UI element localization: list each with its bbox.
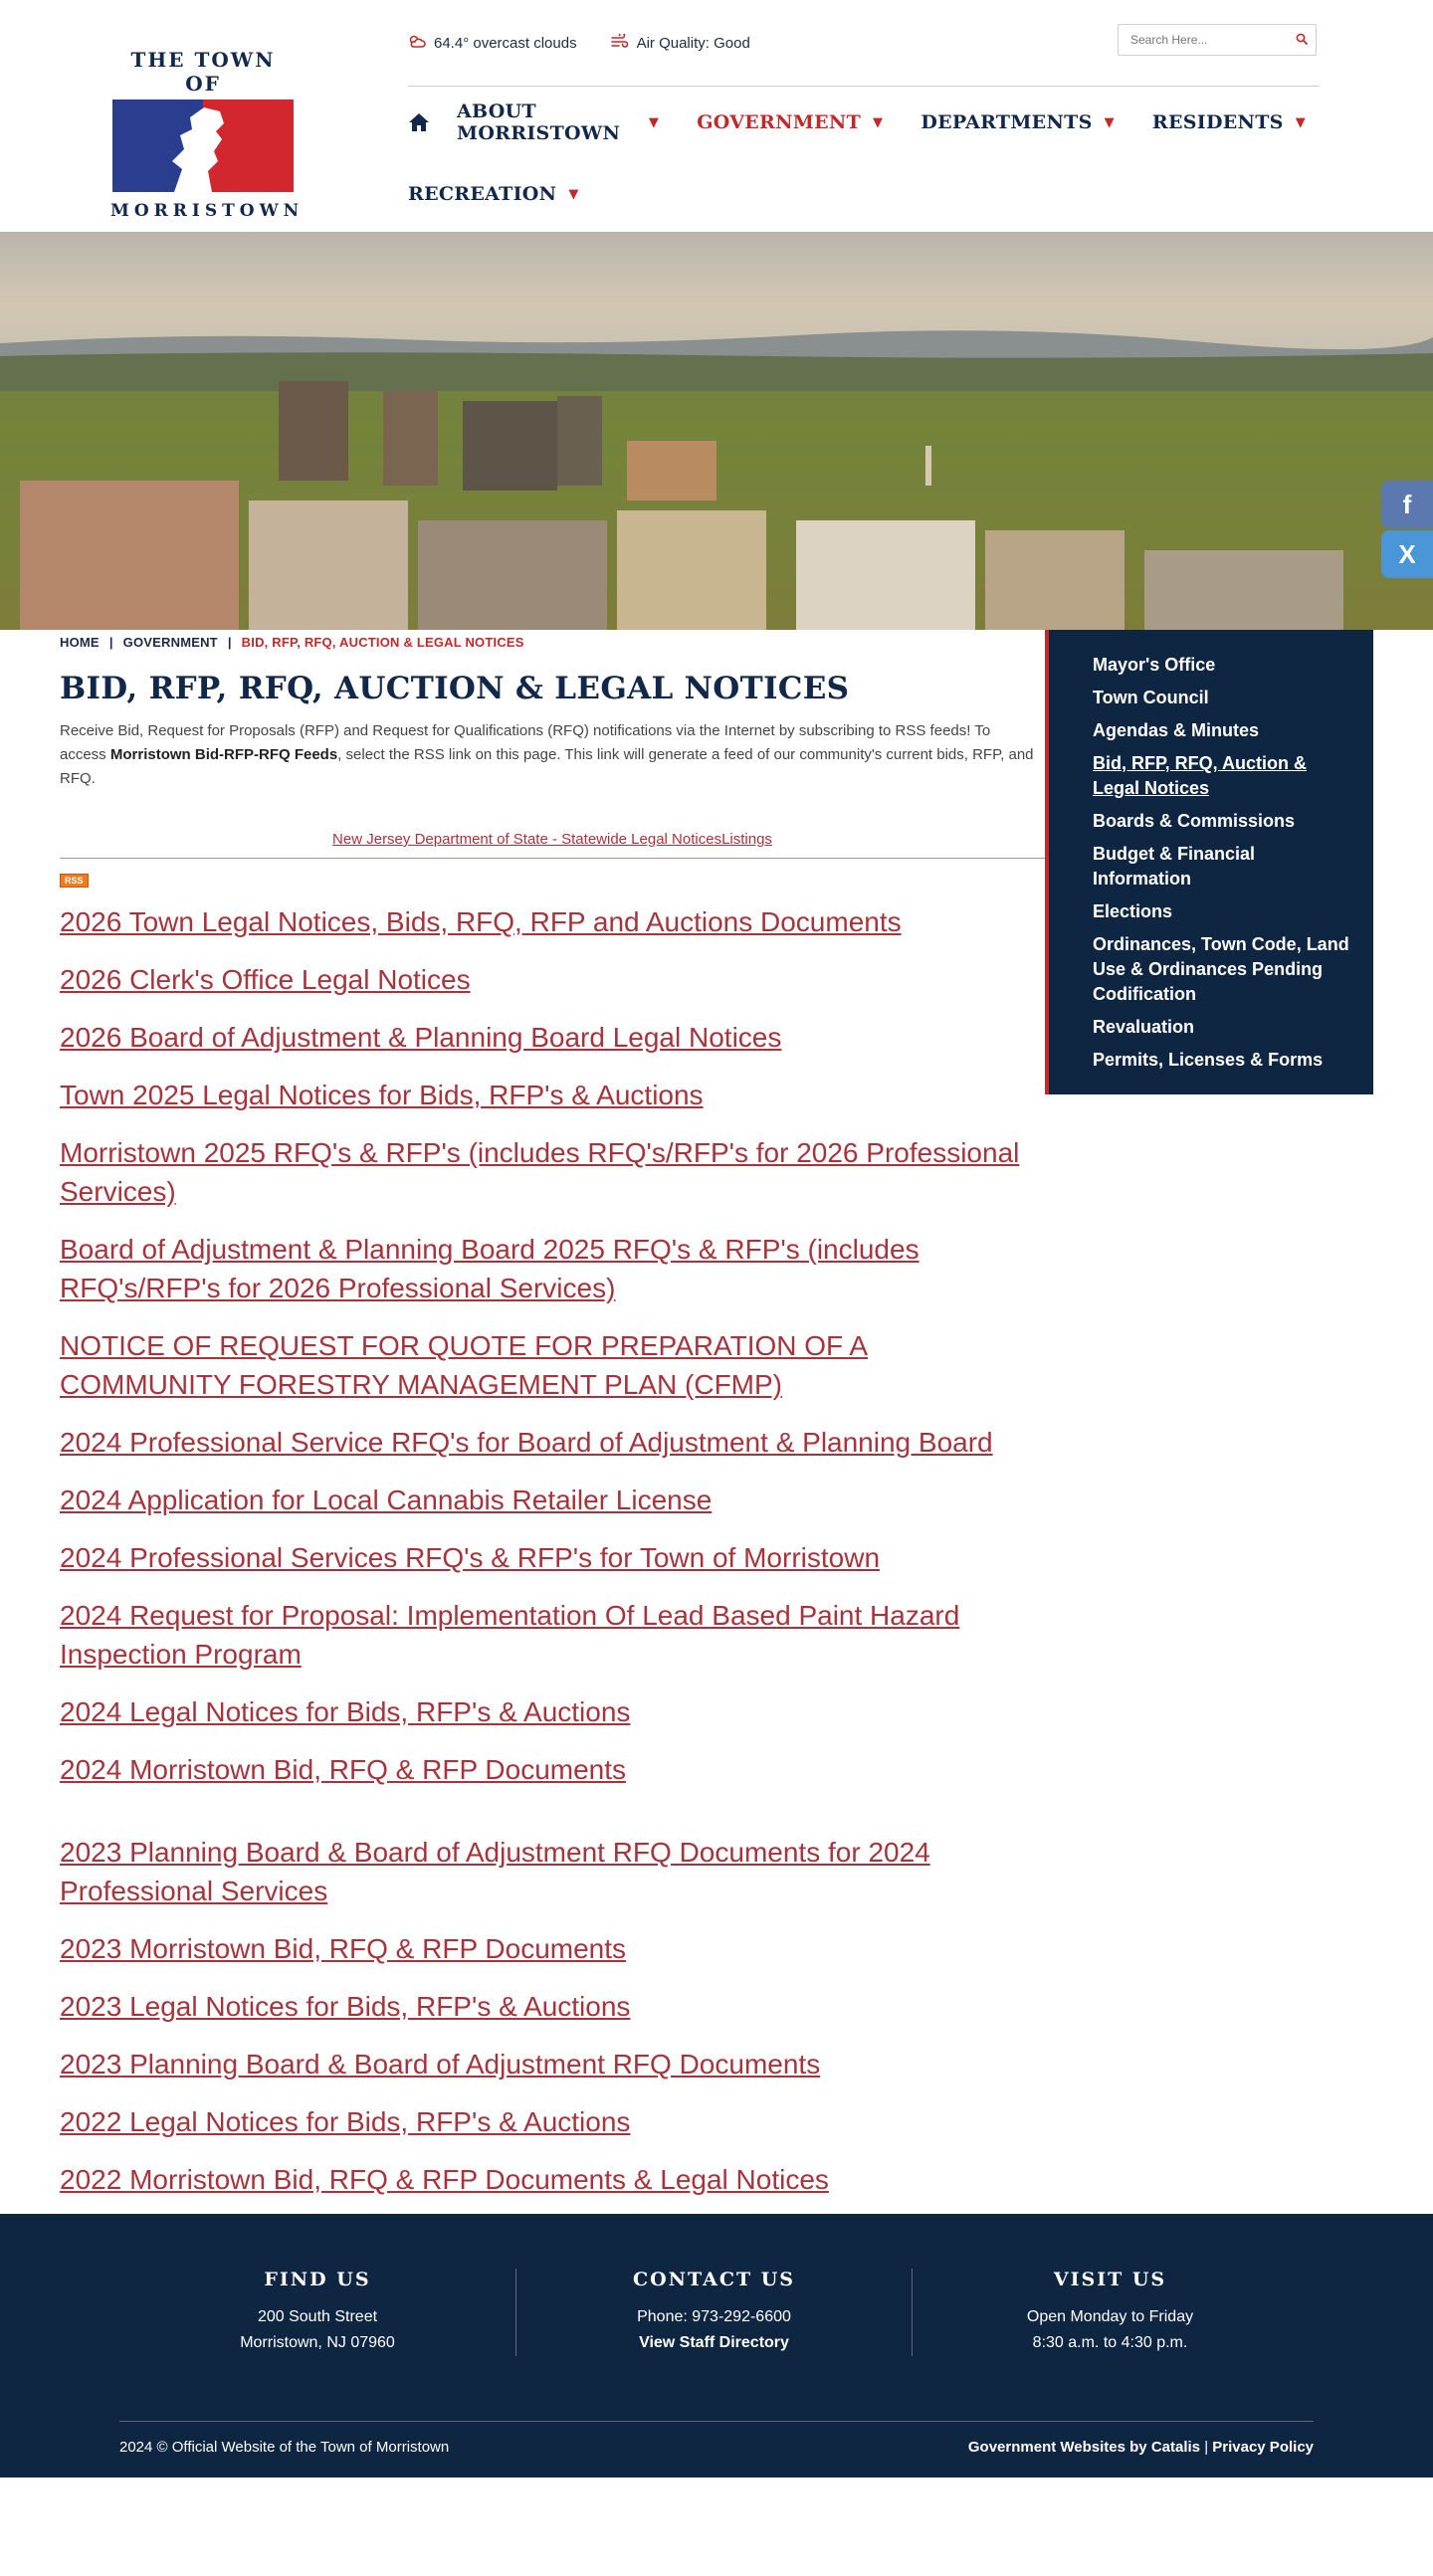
sidebar-item-revaluation[interactable]: Revaluation [1093, 1017, 1195, 1037]
footer-columns [119, 2269, 1314, 2356]
nav-row-2 [408, 171, 1343, 217]
intro-text [60, 719, 1035, 791]
list-item [60, 1021, 1045, 1060]
twitter-x-icon[interactable]: X [1381, 530, 1433, 578]
footer-links [968, 2439, 1314, 2456]
document-link[interactable]: 2024 Request for Proposal: Implementation Of Lead Based Paint Hazard Inspection Program [60, 1600, 960, 1670]
cloud-sun-icon [408, 34, 426, 53]
nav-label: GOVERNMENT [697, 111, 862, 133]
list-item [60, 1990, 1045, 2029]
list-item [60, 1932, 1045, 1971]
facebook-icon[interactable]: f [1381, 481, 1433, 528]
staff-directory-link[interactable]: View Staff Directory [639, 2334, 789, 2351]
sidebar-item-bid-rfp[interactable]: Bid, RFP, RFQ, Auction & Legal Notices [1093, 753, 1307, 798]
intro-feeds-bold: Morristown Bid-RFP-RFQ Feeds [109, 746, 338, 763]
list-item [60, 1541, 1045, 1580]
list-item [60, 1079, 1045, 1117]
document-link[interactable]: 2023 Planning Board & Board of Adjustment RFQ Documents [60, 2049, 821, 2080]
footer-contact-us [515, 2269, 912, 2356]
wind-icon [611, 34, 629, 53]
main-area [0, 630, 1433, 2214]
address-line-1: 200 South Street [257, 2308, 378, 2325]
document-link[interactable]: 2026 Clerk's Office Legal Notices [60, 964, 471, 995]
document-link[interactable]: Morristown 2025 RFQ's & RFP's (includes RFQ's/RFP's for 2026 Professional Services) [60, 1137, 1020, 1207]
info-bar [408, 28, 784, 58]
document-link[interactable]: 2024 Legal Notices for Bids, RFP's & Auctions [60, 1696, 631, 1727]
document-link[interactable]: NOTICE OF REQUEST FOR QUOTE FOR PREPARATION OF A COMMUNITY FORESTRY MANAGEMENT PLAN (CFMP) [60, 1330, 869, 1400]
footer-visit-us [912, 2269, 1308, 2356]
sidebar-item-elections[interactable]: Elections [1093, 901, 1173, 921]
privacy-policy-link[interactable]: Privacy Policy [1212, 2439, 1314, 2456]
breadcrumb [60, 635, 1045, 650]
rss-icon[interactable]: RSS [60, 874, 89, 888]
search-box [1118, 24, 1317, 56]
caret-down-icon: ▼ [1104, 114, 1115, 130]
logo-top-text: THE TOWN OF [130, 48, 276, 96]
vendor-link[interactable]: Government Websites by Catalis [967, 2439, 1201, 2456]
nav-government[interactable] [697, 111, 883, 133]
search-icon[interactable] [1296, 33, 1308, 48]
list-item [60, 1836, 1045, 1913]
nav-label: ABOUT MORRISTOWN [457, 100, 621, 144]
search-input[interactable] [1130, 33, 1280, 47]
list-item [60, 1136, 1045, 1214]
page-bottom-space [0, 2477, 1433, 2576]
list-item [60, 1599, 1045, 1677]
nav-departments[interactable] [921, 111, 1115, 133]
document-link[interactable]: 2022 Legal Notices for Bids, RFP's & Auctions [60, 2106, 631, 2137]
list-item [60, 1753, 1045, 1792]
document-link[interactable]: 2026 Town Legal Notices, Bids, RFQ, RFP and Auctions Documents [60, 906, 902, 937]
list-item [60, 1695, 1045, 1734]
town-aerial-image [0, 232, 1433, 630]
document-link[interactable]: 2022 Morristown Bid, RFQ & RFP Documents & Legal Notices [60, 2164, 829, 2195]
address-line-2: Morristown, NJ 07960 [240, 2334, 395, 2351]
content-column [60, 630, 1045, 2279]
footer-divider [119, 2421, 1314, 2422]
nav-about-morristown[interactable] [457, 100, 659, 144]
sidebar-item-ordinances[interactable]: Ordinances, Town Code, Land Use & Ordinances Pending Codification [1093, 934, 1349, 1004]
caret-down-icon: ▼ [648, 114, 660, 130]
air-quality-widget [611, 34, 750, 53]
site-footer [0, 2214, 1433, 2477]
breadcrumb-home[interactable]: HOME [60, 635, 100, 650]
hours-times: 8:30 a.m. to 4:30 p.m. [1032, 2334, 1188, 2351]
state-legal-notices-link[interactable]: New Jersey Department of State - Statewide Legal NoticesListings [332, 831, 772, 848]
footer-heading: FIND US [264, 2269, 371, 2290]
nav-row-1 [408, 99, 1343, 145]
nav-label: RECREATION [408, 183, 557, 205]
hero-banner [0, 232, 1433, 630]
document-link[interactable]: 2024 Application for Local Cannabis Retailer License [60, 1485, 713, 1515]
document-link[interactable]: Board of Adjustment & Planning Board 2025 RFQ's & RFP's (includes RFQ's/RFP's for 2026 Professional Services) [60, 1234, 920, 1303]
list-item [60, 963, 1045, 1002]
phone-number[interactable]: Phone: 973-292-6600 [637, 2308, 791, 2325]
content-divider [60, 858, 1045, 859]
sidebar-item-boards-commissions[interactable]: Boards & Commissions [1093, 811, 1296, 831]
caret-down-icon: ▼ [568, 186, 579, 202]
hours-days: Open Monday to Friday [1026, 2308, 1194, 2325]
nav-residents[interactable] [1152, 111, 1306, 133]
breadcrumb-separator: | [108, 635, 113, 650]
weather-text: 64.4° overcast clouds [434, 34, 577, 52]
document-link[interactable]: 2023 Morristown Bid, RFQ & RFP Documents [60, 1933, 627, 1964]
nav-label: RESIDENTS [1151, 111, 1284, 133]
caret-down-icon: ▼ [1295, 114, 1306, 130]
intro-text-before: Receive Bid, Request for Proposals (RFP) and Request for Qualifications (RFQ) notifications via the Internet by subscribing to RSS feeds! To access [60, 722, 991, 763]
document-link[interactable]: 2024 Professional Service RFQ's for Board of Adjustment & Planning Board [60, 1427, 993, 1458]
list-item [60, 1426, 1045, 1465]
site-logo[interactable] [110, 48, 305, 222]
document-link[interactable]: 2023 Legal Notices for Bids, RFP's & Auctions [60, 1991, 631, 2022]
weather-widget [408, 34, 577, 53]
air-quality-text: Air Quality: Good [636, 34, 750, 52]
main-nav [408, 99, 1343, 243]
list-item [60, 1329, 1045, 1407]
home-icon[interactable] [408, 110, 430, 134]
list-item [60, 2163, 1045, 2202]
copyright-text: 2024 © Official Website of the Town of Morristown [119, 2439, 450, 2456]
footer-heading: VISIT US [1053, 2269, 1167, 2290]
footer-bottom-bar [119, 2439, 1314, 2456]
nav-label: DEPARTMENTS [921, 111, 1093, 133]
logo-bottom-text: MORRISTOWN [110, 201, 305, 221]
nav-recreation[interactable] [408, 183, 579, 205]
list-item [60, 1484, 1045, 1522]
document-link[interactable]: 2024 Professional Services RFQ's & RFP's for Town of Morristown [60, 1542, 881, 1573]
document-link[interactable]: 2026 Board of Adjustment & Planning Board Legal Notices [60, 1022, 782, 1053]
page-title: BID, RFP, RFQ, AUCTION & LEGAL NOTICES [60, 671, 850, 706]
footer-heading: CONTACT US [632, 2269, 796, 2290]
sidebar-item-agendas-minutes[interactable]: Agendas & Minutes [1093, 720, 1260, 740]
government-sidebar [1045, 630, 1373, 1094]
list-item [60, 905, 1045, 944]
sidebar-item-budget[interactable]: Budget & Financial Information [1093, 844, 1256, 889]
logo-flag-icon [112, 99, 294, 192]
sidebar-item-permits[interactable]: Permits, Licenses & Forms [1093, 1050, 1324, 1070]
footer-links-divider: | [1204, 2439, 1209, 2456]
sidebar-item-mayors-office[interactable]: Mayor's Office [1093, 655, 1216, 675]
list-item [60, 1233, 1045, 1310]
footer-find-us [119, 2269, 515, 2356]
caret-down-icon: ▼ [873, 114, 884, 130]
list-item [60, 2105, 1045, 2144]
intro-text-after: , select the RSS link on this page. This link will generate a feed of our community's current bids, RFP, and RFQ. [60, 746, 1034, 787]
document-link[interactable]: 2024 Morristown Bid, RFQ & RFP Documents [60, 1754, 627, 1785]
sidebar-item-town-council[interactable]: Town Council [1093, 688, 1209, 707]
breadcrumb-current: BID, RFP, RFQ, AUCTION & LEGAL NOTICES [241, 635, 524, 650]
document-list [60, 905, 1045, 2260]
document-link[interactable]: Town 2025 Legal Notices for Bids, RFP's & Auctions [60, 1080, 704, 1110]
breadcrumb-separator: | [227, 635, 232, 650]
header-divider [408, 86, 1320, 87]
list-item [60, 2048, 1045, 2086]
document-link[interactable]: 2023 Planning Board & Board of Adjustment RFQ Documents for 2024 Professional Services [60, 1837, 930, 1906]
breadcrumb-government[interactable]: GOVERNMENT [122, 635, 218, 650]
site-header [0, 0, 1433, 232]
